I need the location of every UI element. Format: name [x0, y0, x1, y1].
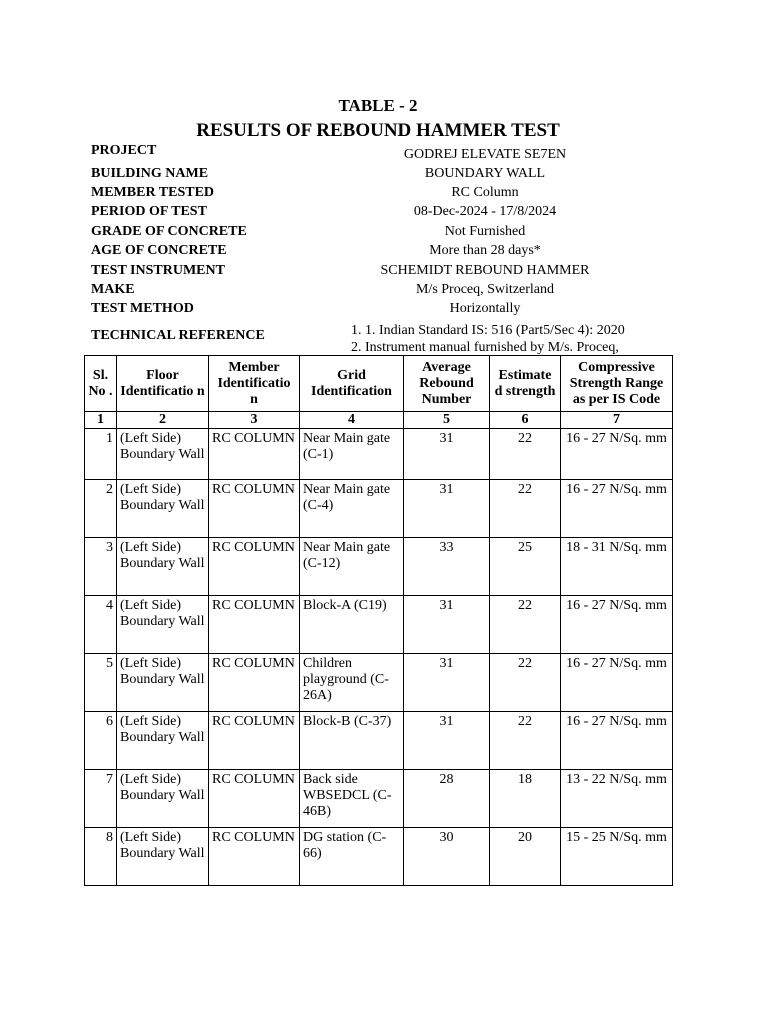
- info-value-make: M/s Proceq, Switzerland: [415, 282, 555, 297]
- cell-floor: (Left Side) Boundary Wall: [117, 429, 209, 480]
- technical-reference-line-1: 1. 1. Indian Standard IS: 516 (Part5/Sec 4): 2020: [351, 323, 625, 338]
- cell-sl-no: 5: [85, 654, 117, 712]
- column-number: 4: [300, 412, 404, 429]
- cell-grid: Block-A (C19): [300, 596, 404, 654]
- column-number: 1: [85, 412, 117, 429]
- cell-range: 16 - 27 N/Sq. mm: [561, 596, 673, 654]
- cell-floor: (Left Side) Boundary Wall: [117, 480, 209, 538]
- header-sl-no: Sl. No .: [85, 356, 117, 412]
- info-label-make: MAKE: [91, 282, 135, 297]
- info-label-grade: GRADE OF CONCRETE: [91, 224, 247, 239]
- cell-strength: 22: [490, 712, 561, 770]
- info-label-method: TEST METHOD: [91, 301, 194, 316]
- cell-strength: 22: [490, 429, 561, 480]
- cell-rebound: 31: [404, 480, 490, 538]
- cell-strength: 25: [490, 538, 561, 596]
- cell-grid: Block-B (C-37): [300, 712, 404, 770]
- cell-member: RC COLUMN: [209, 770, 300, 828]
- cell-range: 18 - 31 N/Sq. mm: [561, 538, 673, 596]
- cell-rebound: 30: [404, 828, 490, 886]
- cell-rebound: 31: [404, 712, 490, 770]
- technical-reference-label: TECHNICAL REFERENCE: [91, 328, 265, 343]
- cell-grid: Children playground (C-26A): [300, 654, 404, 712]
- cell-rebound: 31: [404, 429, 490, 480]
- info-value-building: BOUNDARY WALL: [424, 166, 546, 181]
- cell-range: 16 - 27 N/Sq. mm: [561, 712, 673, 770]
- header-range: Compressive Strength Range as per IS Code: [561, 356, 673, 412]
- cell-sl-no: 8: [85, 828, 117, 886]
- cell-member: RC COLUMN: [209, 538, 300, 596]
- cell-strength: 22: [490, 654, 561, 712]
- header-member: Member Identificatio n: [209, 356, 300, 412]
- cell-floor: (Left Side) Boundary Wall: [117, 770, 209, 828]
- info-value-method: Horizontally: [449, 301, 521, 316]
- header-row: [85, 356, 673, 412]
- column-number: 7: [561, 412, 673, 429]
- table-row: [85, 429, 673, 480]
- cell-range: 15 - 25 N/Sq. mm: [561, 828, 673, 886]
- table-row: [85, 480, 673, 538]
- cell-rebound: 31: [404, 596, 490, 654]
- cell-sl-no: 6: [85, 712, 117, 770]
- table-row: [85, 712, 673, 770]
- header-rebound: Average Rebound Number: [404, 356, 490, 412]
- cell-member: RC COLUMN: [209, 480, 300, 538]
- column-number: 5: [404, 412, 490, 429]
- column-number: 2: [117, 412, 209, 429]
- info-value-grade: Not Furnished: [444, 224, 526, 239]
- column-number: 3: [209, 412, 300, 429]
- table-row: [85, 654, 673, 712]
- cell-member: RC COLUMN: [209, 828, 300, 886]
- cell-member: RC COLUMN: [209, 654, 300, 712]
- cell-strength: 22: [490, 480, 561, 538]
- info-value-project: GODREJ ELEVATE SE7EN: [403, 147, 567, 162]
- cell-floor: (Left Side) Boundary Wall: [117, 538, 209, 596]
- column-number: 6: [490, 412, 561, 429]
- table-label: TABLE - 2: [338, 96, 418, 115]
- info-label-period: PERIOD OF TEST: [91, 204, 207, 219]
- info-label-instrument: TEST INSTRUMENT: [91, 263, 225, 278]
- header-grid: Grid Identification: [300, 356, 404, 412]
- cell-member: RC COLUMN: [209, 429, 300, 480]
- cell-grid: Near Main gate (C-12): [300, 538, 404, 596]
- info-label-building: BUILDING NAME: [91, 166, 209, 181]
- cell-member: RC COLUMN: [209, 596, 300, 654]
- cell-floor: (Left Side) Boundary Wall: [117, 596, 209, 654]
- info-label-project: PROJECT: [91, 143, 157, 158]
- cell-strength: 18: [490, 770, 561, 828]
- column-number-row: [85, 412, 673, 429]
- results-table: [84, 355, 673, 886]
- cell-rebound: 31: [404, 654, 490, 712]
- table-row: [85, 596, 673, 654]
- info-label-age: AGE OF CONCRETE: [91, 243, 227, 258]
- header-floor: Floor Identificatio n: [117, 356, 209, 412]
- cell-floor: (Left Side) Boundary Wall: [117, 828, 209, 886]
- info-value-instrument: SCHEMIDT REBOUND HAMMER: [380, 263, 590, 278]
- table-row: [85, 770, 673, 828]
- cell-range: 13 - 22 N/Sq. mm: [561, 770, 673, 828]
- table-row: [85, 538, 673, 596]
- cell-member: RC COLUMN: [209, 712, 300, 770]
- page-title: RESULTS OF REBOUND HAMMER TEST: [196, 120, 560, 141]
- cell-sl-no: 7: [85, 770, 117, 828]
- cell-strength: 22: [490, 596, 561, 654]
- cell-range: 16 - 27 N/Sq. mm: [561, 429, 673, 480]
- cell-sl-no: 4: [85, 596, 117, 654]
- info-value-period: 08-Dec-2024 - 17/8/2024: [413, 204, 557, 219]
- cell-grid: Near Main gate (C-4): [300, 480, 404, 538]
- technical-reference-line-2: 2. Instrument manual furnished by M/s. Proceq,: [351, 340, 619, 355]
- cell-grid: DG station (C-66): [300, 828, 404, 886]
- cell-sl-no: 3: [85, 538, 117, 596]
- header-strength: Estimate d strength: [490, 356, 561, 412]
- cell-rebound: 33: [404, 538, 490, 596]
- info-value-member: RC Column: [451, 185, 519, 200]
- table-row: [85, 828, 673, 886]
- cell-range: 16 - 27 N/Sq. mm: [561, 654, 673, 712]
- cell-strength: 20: [490, 828, 561, 886]
- cell-sl-no: 1: [85, 429, 117, 480]
- info-value-age: More than 28 days*: [429, 243, 541, 258]
- cell-sl-no: 2: [85, 480, 117, 538]
- cell-grid: Near Main gate (C-1): [300, 429, 404, 480]
- info-label-member: MEMBER TESTED: [91, 185, 215, 200]
- cell-range: 16 - 27 N/Sq. mm: [561, 480, 673, 538]
- cell-floor: (Left Side) Boundary Wall: [117, 712, 209, 770]
- cell-grid: Back side WBSEDCL (C-46B): [300, 770, 404, 828]
- cell-floor: (Left Side) Boundary Wall: [117, 654, 209, 712]
- cell-rebound: 28: [404, 770, 490, 828]
